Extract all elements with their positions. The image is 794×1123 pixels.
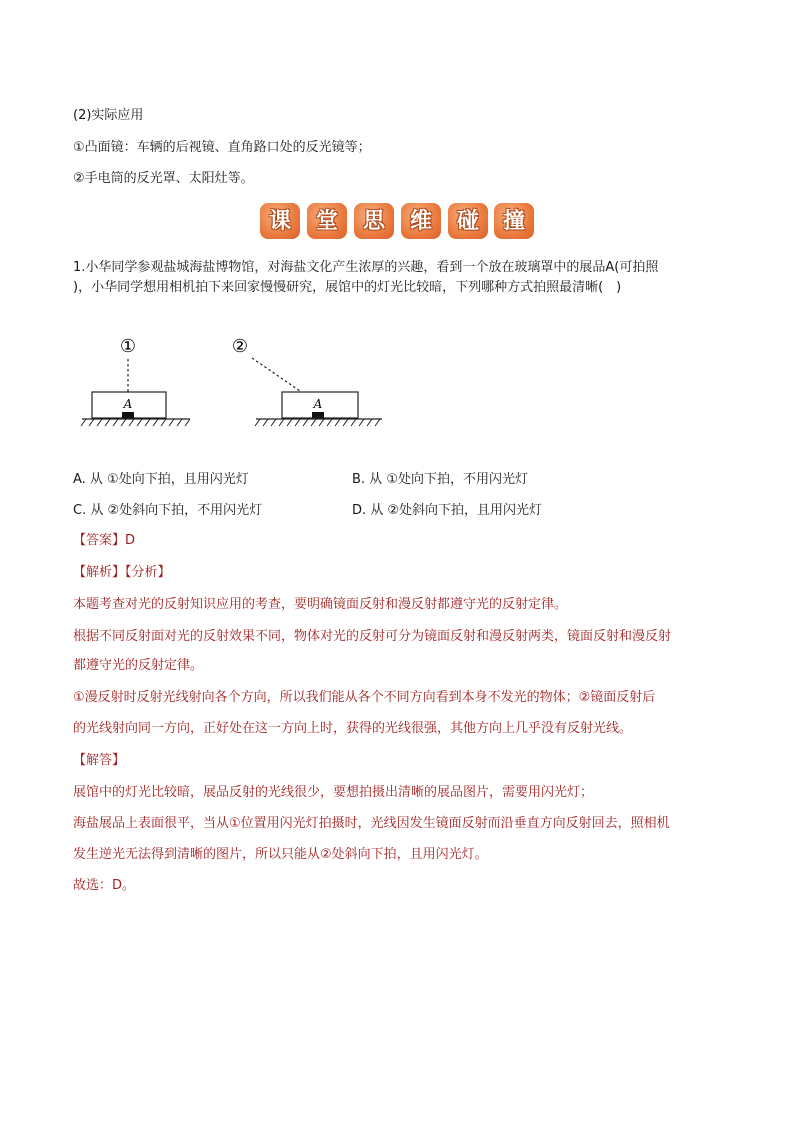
- solution-label: 【解答】: [73, 753, 126, 768]
- solution-line-1: 展馆中的灯光比较暗，展品反射的光线很少，要想拍摄出清晰的展品图片，需要用闪光灯；: [73, 785, 594, 800]
- ground-1-hatching: [81, 419, 190, 426]
- banner-char: 思: [354, 203, 394, 239]
- banner-char: 碰: [448, 203, 488, 239]
- ground-2-hatching: [255, 419, 380, 426]
- application-item-2: ②手电筒的反光罩、太阳灶等。: [73, 171, 254, 186]
- banner-char: 撞: [494, 203, 534, 239]
- banner-char: 维: [401, 203, 441, 239]
- analysis-paragraph-3-line-1: ①漫反射时反射光线射向各个方向，所以我们能从各个不同方向看到本身不发光的物体；②镜面反射后: [73, 690, 656, 705]
- option-d: D. 从 ②处斜向下拍，且用闪光灯: [352, 503, 543, 518]
- question-line-2: )，小华同学想用相机拍下来回家慢慢研究，展馆中的灯光比较暗，下列哪种方式拍照最清晰( ): [73, 280, 622, 295]
- option-c: C. 从 ②处斜向下拍，不用闪光灯: [73, 503, 263, 518]
- final-answer: 故选：D。: [73, 878, 136, 893]
- analysis-paragraph-2-line-1: 根据不同反射面对光的反射效果不同，物体对光的反射可分为镜面反射和漫反射两类，镜面反射和漫反射: [73, 629, 672, 644]
- section-heading: (2)实际应用: [73, 108, 144, 123]
- analysis-paragraph-2-line-2: 都遵守光的反射定律。: [73, 658, 204, 673]
- solution-line-3: 发生逆光无法得到清晰的图片，所以只能从②处斜向下拍，且用闪光灯。: [73, 847, 488, 862]
- analysis-paragraph-3-line-2: 的光线射向同一方向，正好处在这一方向上时，获得的光线很强，其他方向上几乎没有反射光线。: [73, 721, 633, 736]
- application-item-1: ①凸面镜：车辆的后视镜、直角路口处的反光镜等；: [73, 140, 371, 155]
- exhibit-2: [312, 412, 324, 418]
- analysis-paragraph-1: 本题考查对光的反射知识应用的考查，要明确镜面反射和漫反射都遵守光的反射定律。: [73, 597, 568, 612]
- exhibit-a-label-2: A: [313, 397, 323, 411]
- option-b: B. 从 ①处向下拍，不用闪光灯: [352, 472, 528, 487]
- banner-char: 课: [260, 203, 300, 239]
- position-2-label: ②: [231, 336, 249, 357]
- position-1-label: ①: [119, 336, 137, 357]
- analysis-label: 【解析】【分析】: [73, 565, 171, 580]
- camera-2-dashed-line: [252, 358, 300, 391]
- solution-line-2: 海盐展品上表面很平，当从①位置用闪光灯拍摄时，光线因发生镜面反射而沿垂直方向反射回去，照相机: [73, 816, 670, 831]
- classroom-banner: [260, 201, 534, 241]
- question-line-1: 1.小华同学参观盐城海盐博物馆，对海盐文化产生浓厚的兴趣，看到一个放在玻璃罩中的展品A(可拍照: [73, 260, 659, 275]
- exhibit-a-label-1: A: [123, 397, 133, 411]
- banner-char: 堂: [307, 203, 347, 239]
- exhibit-1: [122, 412, 134, 418]
- camera-position-diagram: [78, 330, 388, 434]
- option-a: A. 从 ①处向下拍，且用闪光灯: [73, 472, 249, 487]
- answer-label: 【答案】D: [73, 533, 136, 548]
